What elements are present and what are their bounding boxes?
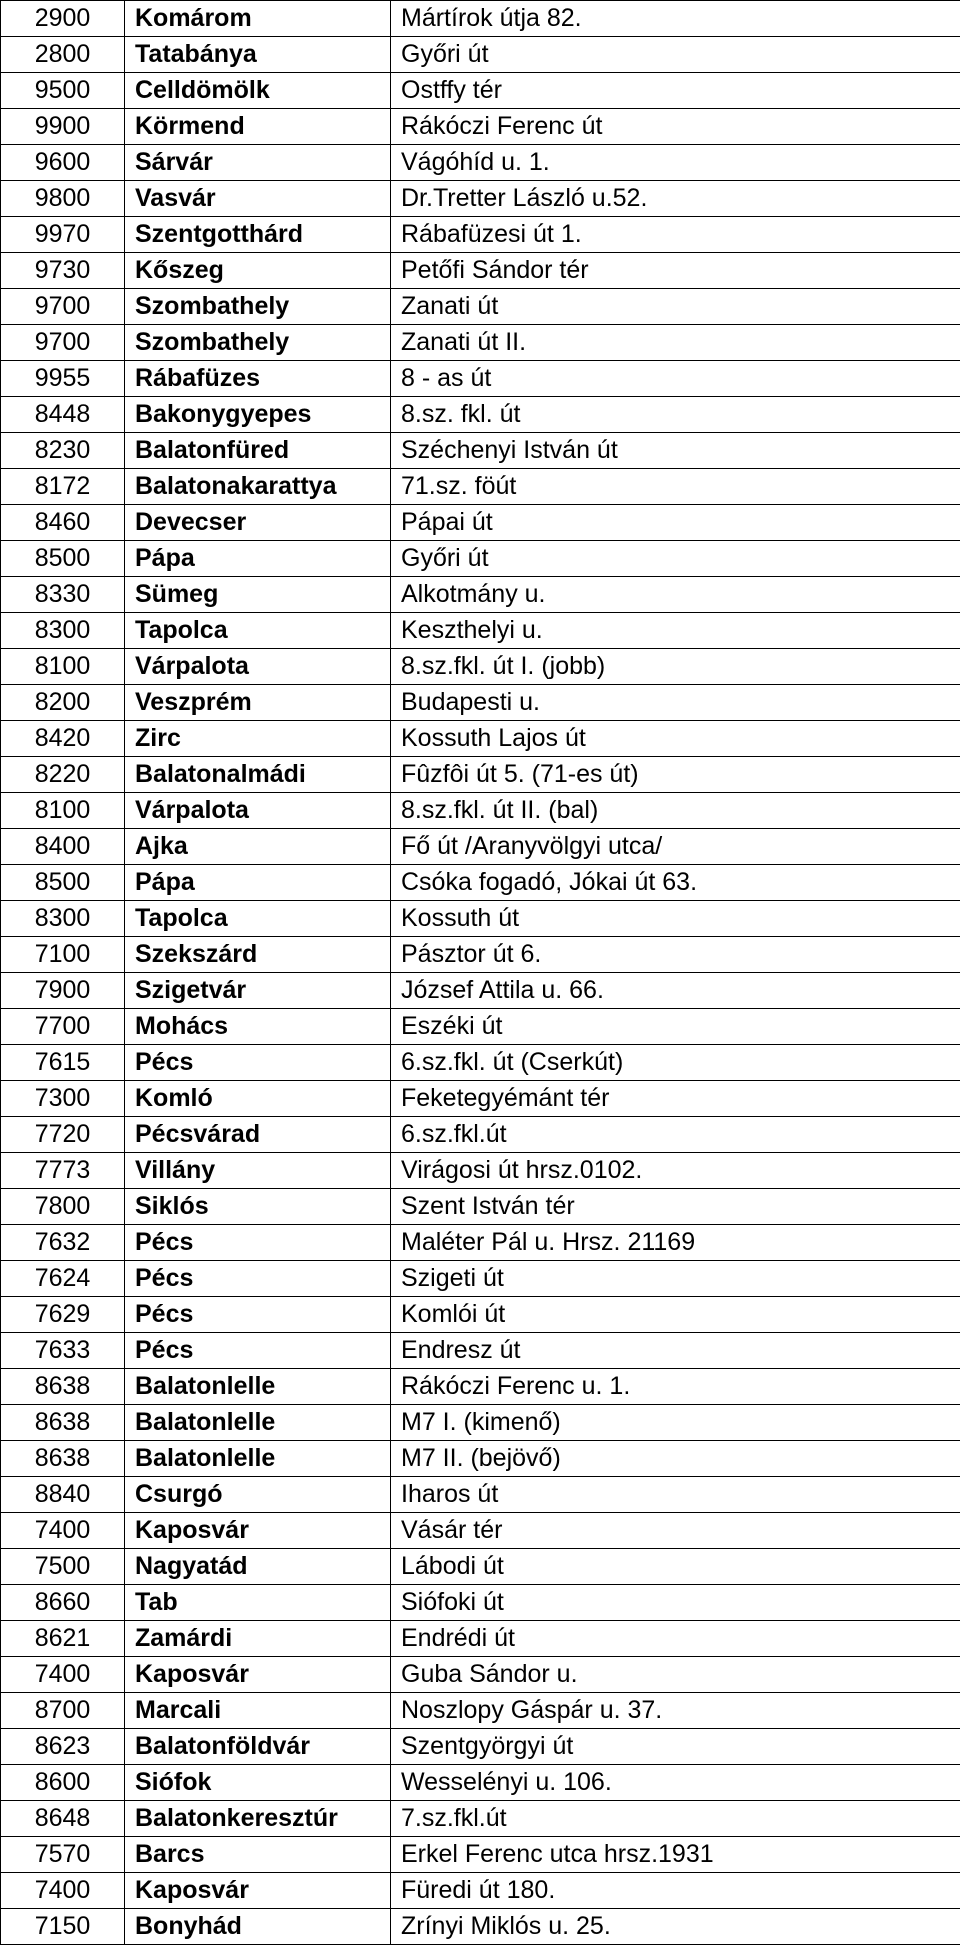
address-cell: Endrédi út [391, 1621, 960, 1657]
address-cell: Fûzfôi út 5. (71-es út) [391, 757, 960, 793]
address-cell: Virágosi út hrsz.0102. [391, 1153, 960, 1189]
city-cell: Balatonföldvár [125, 1729, 391, 1765]
table-row [1, 1621, 960, 1657]
zip-cell: 7633 [1, 1333, 125, 1369]
address-cell: Rákóczi Ferenc u. 1. [391, 1369, 960, 1405]
table-row [1, 1225, 960, 1261]
zip-cell: 8638 [1, 1441, 125, 1477]
city-cell: Balatonakarattya [125, 469, 391, 505]
zip-cell: 8400 [1, 829, 125, 865]
city-cell: Sümeg [125, 577, 391, 613]
address-cell: Zanati út II. [391, 325, 960, 361]
city-cell: Marcali [125, 1693, 391, 1729]
table-row [1, 721, 960, 757]
address-cell: Komlói út [391, 1297, 960, 1333]
zip-cell: 7570 [1, 1837, 125, 1873]
table-row [1, 73, 960, 109]
city-cell: Balatonalmádi [125, 757, 391, 793]
city-cell: Vasvár [125, 181, 391, 217]
zip-cell: 7400 [1, 1513, 125, 1549]
zip-cell: 7720 [1, 1117, 125, 1153]
city-cell: Komárom [125, 1, 391, 37]
zip-cell: 8460 [1, 505, 125, 541]
table-row [1, 1405, 960, 1441]
table-row [1, 1585, 960, 1621]
address-cell: Pásztor út 6. [391, 937, 960, 973]
city-cell: Sárvár [125, 145, 391, 181]
table-row [1, 1477, 960, 1513]
table-row [1, 649, 960, 685]
table-row [1, 1729, 960, 1765]
city-cell: Rábafüzes [125, 361, 391, 397]
table-row [1, 1153, 960, 1189]
address-cell: Győri út [391, 541, 960, 577]
address-cell: Füredi út 180. [391, 1873, 960, 1909]
zip-cell: 7150 [1, 1909, 125, 1945]
table-row [1, 865, 960, 901]
table-row [1, 217, 960, 253]
table-row [1, 1189, 960, 1225]
zip-cell: 7800 [1, 1189, 125, 1225]
table-row [1, 1333, 960, 1369]
table-row [1, 1909, 960, 1945]
table-row [1, 181, 960, 217]
table-row [1, 829, 960, 865]
city-cell: Devecser [125, 505, 391, 541]
city-cell: Kőszeg [125, 253, 391, 289]
address-cell: Fő út /Aranyvölgyi utca/ [391, 829, 960, 865]
city-cell: Ajka [125, 829, 391, 865]
address-cell: Budapesti u. [391, 685, 960, 721]
city-cell: Várpalota [125, 649, 391, 685]
city-cell: Pécs [125, 1225, 391, 1261]
zip-cell: 7400 [1, 1657, 125, 1693]
zip-cell: 9800 [1, 181, 125, 217]
zip-cell: 7632 [1, 1225, 125, 1261]
city-cell: Kaposvár [125, 1513, 391, 1549]
zip-cell: 9500 [1, 73, 125, 109]
address-cell: Szent István tér [391, 1189, 960, 1225]
address-cell: Szigeti út [391, 1261, 960, 1297]
zip-cell: 8648 [1, 1801, 125, 1837]
address-cell: Wesselényi u. 106. [391, 1765, 960, 1801]
city-cell: Várpalota [125, 793, 391, 829]
city-cell: Tapolca [125, 901, 391, 937]
zip-cell: 8100 [1, 649, 125, 685]
address-cell: Iharos út [391, 1477, 960, 1513]
table-row [1, 1873, 960, 1909]
address-cell: 8 - as út [391, 361, 960, 397]
table-row [1, 37, 960, 73]
address-cell: Kossuth Lajos út [391, 721, 960, 757]
table-row [1, 325, 960, 361]
city-cell: Szentgotthárd [125, 217, 391, 253]
zip-cell: 8638 [1, 1369, 125, 1405]
zip-cell: 8700 [1, 1693, 125, 1729]
address-cell: 6.sz.fkl. út (Cserkút) [391, 1045, 960, 1081]
city-cell: Villány [125, 1153, 391, 1189]
zip-cell: 9600 [1, 145, 125, 181]
address-cell: Guba Sándor u. [391, 1657, 960, 1693]
address-cell: Rákóczi Ferenc út [391, 109, 960, 145]
table-row [1, 397, 960, 433]
address-cell: 8.sz.fkl. út II. (bal) [391, 793, 960, 829]
zip-cell: 8330 [1, 577, 125, 613]
table-row [1, 577, 960, 613]
zip-cell: 7900 [1, 973, 125, 1009]
zip-cell: 7773 [1, 1153, 125, 1189]
city-cell: Csurgó [125, 1477, 391, 1513]
address-cell: Rábafüzesi út 1. [391, 217, 960, 253]
city-cell: Körmend [125, 109, 391, 145]
city-cell: Szigetvár [125, 973, 391, 1009]
city-cell: Balatonlelle [125, 1405, 391, 1441]
address-cell: Széchenyi István út [391, 433, 960, 469]
city-cell: Veszprém [125, 685, 391, 721]
zip-cell: 7615 [1, 1045, 125, 1081]
table-row [1, 109, 960, 145]
address-cell: Vágóhíd u. 1. [391, 145, 960, 181]
city-cell: Siófok [125, 1765, 391, 1801]
address-cell: Maléter Pál u. Hrsz. 21169 [391, 1225, 960, 1261]
table-row [1, 1045, 960, 1081]
address-cell: 8.sz. fkl. út [391, 397, 960, 433]
table-row [1, 433, 960, 469]
address-cell: Zanati út [391, 289, 960, 325]
table-row [1, 289, 960, 325]
address-cell: Győri út [391, 37, 960, 73]
city-cell: Szombathely [125, 289, 391, 325]
zip-cell: 8638 [1, 1405, 125, 1441]
city-cell: Pécs [125, 1045, 391, 1081]
zip-cell: 9970 [1, 217, 125, 253]
zip-cell: 8500 [1, 541, 125, 577]
address-table-body [1, 1, 960, 1945]
table-row [1, 1, 960, 37]
address-cell: Zrínyi Miklós u. 25. [391, 1909, 960, 1945]
address-cell: 6.sz.fkl.út [391, 1117, 960, 1153]
zip-cell: 8300 [1, 901, 125, 937]
address-cell: M7 II. (bejövő) [391, 1441, 960, 1477]
zip-cell: 8200 [1, 685, 125, 721]
table-row [1, 253, 960, 289]
zip-cell: 9700 [1, 325, 125, 361]
zip-cell: 8621 [1, 1621, 125, 1657]
city-cell: Komló [125, 1081, 391, 1117]
zip-cell: 8420 [1, 721, 125, 757]
table-row [1, 145, 960, 181]
address-cell: Ostffy tér [391, 73, 960, 109]
table-row [1, 757, 960, 793]
city-cell: Pécsvárad [125, 1117, 391, 1153]
city-cell: Pápa [125, 541, 391, 577]
table-row [1, 505, 960, 541]
table-row [1, 1117, 960, 1153]
city-cell: Mohács [125, 1009, 391, 1045]
address-cell: Noszlopy Gáspár u. 37. [391, 1693, 960, 1729]
address-cell: Szentgyörgyi út [391, 1729, 960, 1765]
city-cell: Pécs [125, 1297, 391, 1333]
address-cell: József Attila u. 66. [391, 973, 960, 1009]
zip-cell: 2800 [1, 37, 125, 73]
table-row [1, 937, 960, 973]
table-row [1, 1441, 960, 1477]
zip-cell: 8448 [1, 397, 125, 433]
zip-cell: 8660 [1, 1585, 125, 1621]
city-cell: Zirc [125, 721, 391, 757]
address-cell: Endresz út [391, 1333, 960, 1369]
zip-cell: 7500 [1, 1549, 125, 1585]
address-cell: Pápai út [391, 505, 960, 541]
table-row [1, 1837, 960, 1873]
city-cell: Balatonlelle [125, 1441, 391, 1477]
table-row [1, 1801, 960, 1837]
address-cell: Feketegyémánt tér [391, 1081, 960, 1117]
city-cell: Tapolca [125, 613, 391, 649]
city-cell: Balatonfüred [125, 433, 391, 469]
table-row [1, 1513, 960, 1549]
zip-cell: 9730 [1, 253, 125, 289]
table-row [1, 541, 960, 577]
city-cell: Szombathely [125, 325, 391, 361]
table-row [1, 1369, 960, 1405]
table-row [1, 1261, 960, 1297]
address-cell: Kossuth út [391, 901, 960, 937]
city-cell: Tatabánya [125, 37, 391, 73]
zip-cell: 9955 [1, 361, 125, 397]
zip-cell: 8600 [1, 1765, 125, 1801]
table-row [1, 1549, 960, 1585]
zip-cell: 7400 [1, 1873, 125, 1909]
table-row [1, 1297, 960, 1333]
city-cell: Nagyatád [125, 1549, 391, 1585]
zip-cell: 8623 [1, 1729, 125, 1765]
city-cell: Barcs [125, 1837, 391, 1873]
zip-cell: 2900 [1, 1, 125, 37]
city-cell: Tab [125, 1585, 391, 1621]
zip-cell: 8230 [1, 433, 125, 469]
table-row [1, 1081, 960, 1117]
city-cell: Zamárdi [125, 1621, 391, 1657]
city-cell: Kaposvár [125, 1657, 391, 1693]
address-cell: Alkotmány u. [391, 577, 960, 613]
city-cell: Siklós [125, 1189, 391, 1225]
city-cell: Pécs [125, 1333, 391, 1369]
table-row [1, 973, 960, 1009]
table-row [1, 793, 960, 829]
city-cell: Pécs [125, 1261, 391, 1297]
address-cell: Csóka fogadó, Jókai út 63. [391, 865, 960, 901]
address-cell: Siófoki út [391, 1585, 960, 1621]
zip-cell: 7100 [1, 937, 125, 973]
city-cell: Bonyhád [125, 1909, 391, 1945]
address-cell: 71.sz. föút [391, 469, 960, 505]
zip-cell: 9900 [1, 109, 125, 145]
zip-cell: 8220 [1, 757, 125, 793]
address-cell: Vásár tér [391, 1513, 960, 1549]
city-cell: Bakonygyepes [125, 397, 391, 433]
zip-cell: 9700 [1, 289, 125, 325]
table-row [1, 613, 960, 649]
address-cell: Lábodi út [391, 1549, 960, 1585]
address-cell: Petőfi Sándor tér [391, 253, 960, 289]
zip-cell: 8300 [1, 613, 125, 649]
zip-cell: 7624 [1, 1261, 125, 1297]
table-row [1, 469, 960, 505]
table-row [1, 1009, 960, 1045]
table-row [1, 901, 960, 937]
city-cell: Balatonkeresztúr [125, 1801, 391, 1837]
address-cell: 7.sz.fkl.út [391, 1801, 960, 1837]
city-cell: Kaposvár [125, 1873, 391, 1909]
address-cell: Keszthelyi u. [391, 613, 960, 649]
address-cell: 8.sz.fkl. út I. (jobb) [391, 649, 960, 685]
table-row [1, 1693, 960, 1729]
zip-cell: 7700 [1, 1009, 125, 1045]
zip-cell: 8100 [1, 793, 125, 829]
zip-cell: 8840 [1, 1477, 125, 1513]
address-cell: Mártírok útja 82. [391, 1, 960, 37]
zip-cell: 8500 [1, 865, 125, 901]
table-row [1, 361, 960, 397]
table-row [1, 685, 960, 721]
zip-cell: 8172 [1, 469, 125, 505]
city-cell: Balatonlelle [125, 1369, 391, 1405]
address-cell: Erkel Ferenc utca hrsz.1931 [391, 1837, 960, 1873]
table-row [1, 1765, 960, 1801]
table-row [1, 1657, 960, 1693]
zip-cell: 7300 [1, 1081, 125, 1117]
city-cell: Szekszárd [125, 937, 391, 973]
address-cell: M7 I. (kimenő) [391, 1405, 960, 1441]
address-cell: Dr.Tretter László u.52. [391, 181, 960, 217]
city-cell: Pápa [125, 865, 391, 901]
city-cell: Celldömölk [125, 73, 391, 109]
address-cell: Eszéki út [391, 1009, 960, 1045]
zip-cell: 7629 [1, 1297, 125, 1333]
